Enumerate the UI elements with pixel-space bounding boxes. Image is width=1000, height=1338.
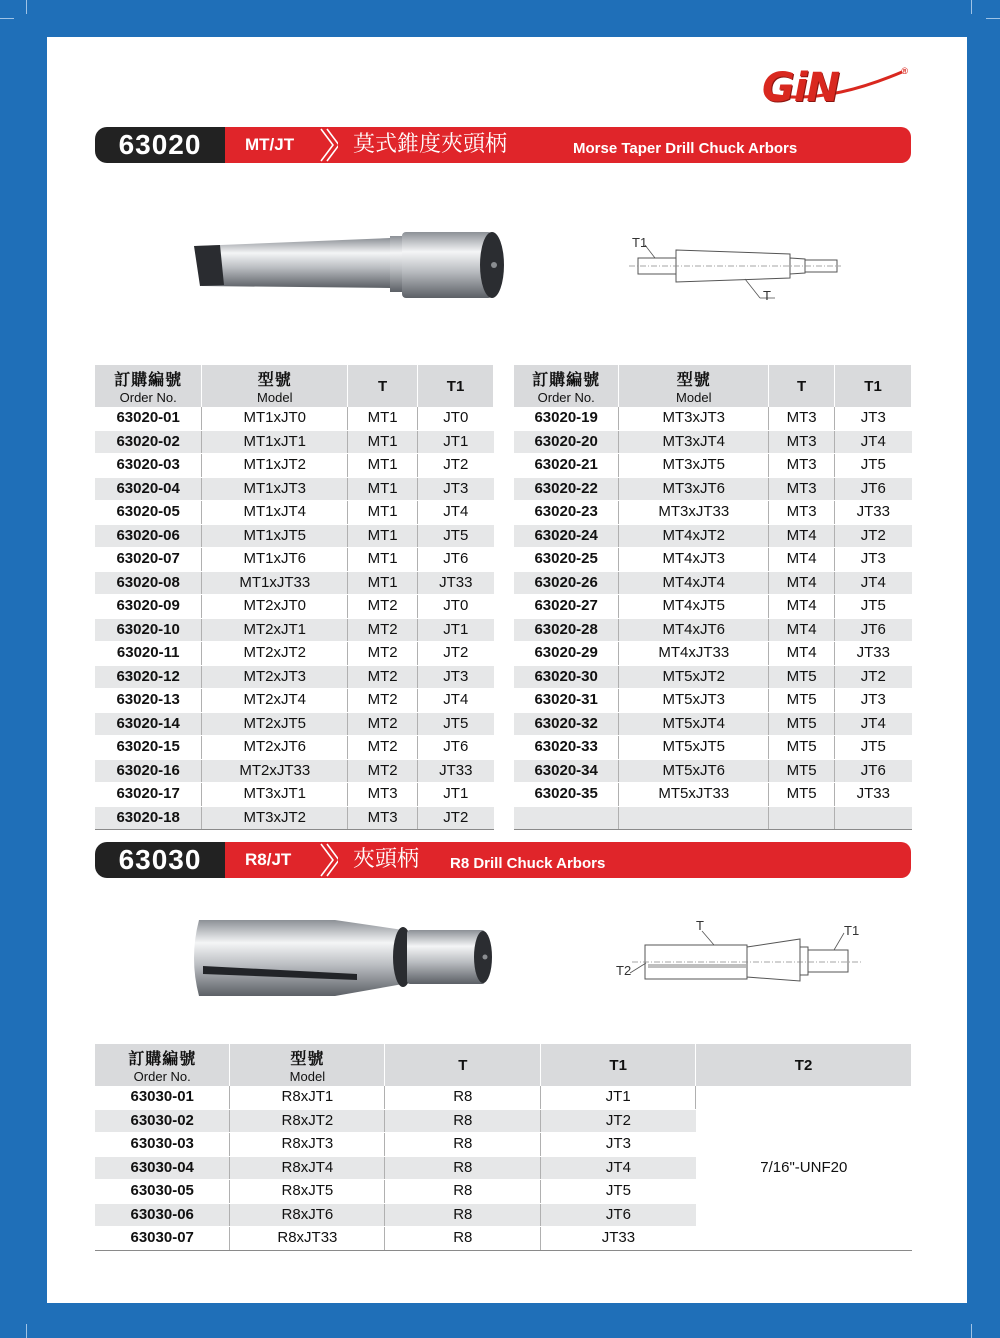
model-cell: MT2xJT6 <box>202 736 348 760</box>
banner-red-band <box>225 842 911 878</box>
table-row <box>514 689 912 713</box>
table-row <box>514 642 912 666</box>
t1-cell: JT4 <box>418 689 494 713</box>
order-no-cell: 63020-19 <box>514 407 619 430</box>
model-cell: MT5xJT6 <box>619 759 769 783</box>
t-cell: MT4 <box>769 595 835 619</box>
order-no-cell: 63020-09 <box>95 595 202 619</box>
table-row <box>514 783 912 807</box>
table-row <box>95 524 494 548</box>
header-t1: T1 <box>541 1044 696 1086</box>
model-cell: MT1xJT2 <box>202 454 348 478</box>
t-cell: MT1 <box>348 454 418 478</box>
order-no-cell: 63030-07 <box>95 1227 230 1251</box>
model-cell: MT1xJT4 <box>202 501 348 525</box>
model-cell: MT3xJT3 <box>619 407 769 430</box>
table-row <box>95 571 494 595</box>
section-type: R8/JT <box>245 850 292 869</box>
table-row <box>95 595 494 619</box>
t-cell: MT2 <box>348 642 418 666</box>
t-cell: R8 <box>385 1227 541 1251</box>
table-row <box>514 477 912 501</box>
model-cell: MT1xJT1 <box>202 430 348 454</box>
t-cell: MT3 <box>348 783 418 807</box>
t1-cell: JT5 <box>541 1180 696 1204</box>
model-cell: R8xJT4 <box>230 1156 385 1180</box>
t1-cell: JT3 <box>835 548 912 572</box>
table-row <box>514 759 912 783</box>
t2-cell: 7/16"-UNF20 <box>696 1086 912 1250</box>
section-title-zh: 夾頭柄 <box>353 847 420 872</box>
model-cell: R8xJT2 <box>230 1109 385 1133</box>
t-cell: MT5 <box>769 783 835 807</box>
model-cell: MT3xJT1 <box>202 783 348 807</box>
model-cell: MT2xJT3 <box>202 665 348 689</box>
order-no-cell: 63020-31 <box>514 689 619 713</box>
table-row <box>95 454 494 478</box>
crop-mark <box>0 18 14 19</box>
model-cell: MT5xJT2 <box>619 665 769 689</box>
t1-cell: JT6 <box>835 759 912 783</box>
order-no-cell: 63030-02 <box>95 1109 230 1133</box>
order-no-cell: 63030-06 <box>95 1203 230 1227</box>
order-no-cell: 63020-10 <box>95 618 202 642</box>
t1-cell: JT6 <box>541 1203 696 1227</box>
t-cell: MT3 <box>769 477 835 501</box>
section-title-zh: 莫式錐度夾頭柄 <box>353 132 508 157</box>
t-cell: MT5 <box>769 665 835 689</box>
t-cell: MT2 <box>348 712 418 736</box>
order-no-cell: 63020-04 <box>95 477 202 501</box>
t1-cell: JT4 <box>418 501 494 525</box>
t-cell: R8 <box>385 1086 541 1109</box>
order-no-cell: 63020-01 <box>95 407 202 430</box>
spec-table-63030 <box>95 1044 912 1251</box>
t1-cell: JT6 <box>835 477 912 501</box>
t1-cell: JT33 <box>418 759 494 783</box>
order-no-cell: 63020-05 <box>95 501 202 525</box>
morse-taper-diagram <box>625 230 845 305</box>
t-cell: MT1 <box>348 430 418 454</box>
order-no-cell: 63030-04 <box>95 1156 230 1180</box>
table-row <box>95 689 494 713</box>
model-cell: MT1xJT0 <box>202 407 348 430</box>
order-no-cell: 63020-24 <box>514 524 619 548</box>
t-cell: MT1 <box>348 501 418 525</box>
model-cell: R8xJT5 <box>230 1180 385 1204</box>
model-cell: MT3xJT6 <box>619 477 769 501</box>
t1-cell: JT1 <box>418 783 494 807</box>
crop-mark <box>971 0 972 14</box>
table-row <box>95 806 494 830</box>
order-no-cell: 63020-18 <box>95 806 202 830</box>
t1-cell: JT3 <box>418 477 494 501</box>
r8-arbor-diagram <box>612 915 872 990</box>
t-cell: MT5 <box>769 712 835 736</box>
order-no-cell: 63020-14 <box>95 712 202 736</box>
model-cell: MT4xJT6 <box>619 618 769 642</box>
model-cell: MT2xJT0 <box>202 595 348 619</box>
t1-cell: JT5 <box>418 524 494 548</box>
order-no-cell: 63020-15 <box>95 736 202 760</box>
t-cell: MT4 <box>769 524 835 548</box>
t1-cell: JT33 <box>835 501 912 525</box>
model-cell: MT2xJT2 <box>202 642 348 666</box>
model-cell: MT2xJT33 <box>202 759 348 783</box>
t1-cell: JT2 <box>835 524 912 548</box>
chevron-right-icon <box>318 127 338 163</box>
t-cell: MT3 <box>769 454 835 478</box>
t1-cell: JT3 <box>418 665 494 689</box>
table-row <box>95 501 494 525</box>
t-cell: MT1 <box>348 407 418 430</box>
t-cell: R8 <box>385 1203 541 1227</box>
logo-text: GiN <box>762 65 840 111</box>
t-cell: MT2 <box>348 665 418 689</box>
t-cell: MT5 <box>769 689 835 713</box>
model-cell: R8xJT3 <box>230 1133 385 1157</box>
r8-arbor-image <box>185 912 505 1008</box>
t1-cell: JT5 <box>835 454 912 478</box>
t1-cell: JT2 <box>835 665 912 689</box>
order-no-cell: 63020-34 <box>514 759 619 783</box>
model-cell: MT4xJT3 <box>619 548 769 572</box>
order-no-cell: 63020-28 <box>514 618 619 642</box>
section-code: 63020 <box>95 127 225 163</box>
table-row <box>95 642 494 666</box>
model-cell: MT5xJT4 <box>619 712 769 736</box>
t-cell: MT3 <box>769 430 835 454</box>
chevron-right-icon <box>318 842 338 878</box>
t1-cell <box>835 806 912 830</box>
t1-cell: JT0 <box>418 407 494 430</box>
table-row <box>95 712 494 736</box>
header-model: 型號 Model <box>202 365 348 407</box>
table-row <box>514 454 912 478</box>
brand-logo <box>762 64 912 112</box>
section-type: MT/JT <box>245 135 295 154</box>
t1-cell: JT2 <box>541 1109 696 1133</box>
crop-mark <box>26 1324 27 1338</box>
order-no-cell: 63020-26 <box>514 571 619 595</box>
order-no-cell: 63020-25 <box>514 548 619 572</box>
model-cell: MT4xJT4 <box>619 571 769 595</box>
diagram-label-t1: T1 <box>844 923 860 938</box>
diagram-label-t: T <box>763 288 771 303</box>
t-cell <box>769 806 835 830</box>
order-no-cell: 63020-29 <box>514 642 619 666</box>
model-cell: MT3xJT5 <box>619 454 769 478</box>
t-cell: R8 <box>385 1133 541 1157</box>
order-no-cell: 63020-23 <box>514 501 619 525</box>
t-cell: MT1 <box>348 571 418 595</box>
order-no-cell: 63020-32 <box>514 712 619 736</box>
t1-cell: JT3 <box>541 1133 696 1157</box>
t-cell: R8 <box>385 1156 541 1180</box>
t-cell: MT2 <box>348 595 418 619</box>
table-row <box>95 665 494 689</box>
t1-cell: JT1 <box>418 618 494 642</box>
header-model: 型號 Model <box>619 365 769 407</box>
order-no-cell <box>514 806 619 830</box>
t1-cell: JT2 <box>418 642 494 666</box>
order-no-cell: 63020-21 <box>514 454 619 478</box>
order-no-cell: 63020-13 <box>95 689 202 713</box>
table-row <box>514 665 912 689</box>
table-row <box>95 783 494 807</box>
crop-mark <box>986 18 1000 19</box>
model-cell: R8xJT33 <box>230 1227 385 1251</box>
table-row <box>514 501 912 525</box>
table-row <box>514 548 912 572</box>
table-row <box>95 477 494 501</box>
table-row <box>95 736 494 760</box>
morse-taper-arbor-image <box>190 228 510 303</box>
t-cell: MT2 <box>348 759 418 783</box>
order-no-cell: 63020-12 <box>95 665 202 689</box>
model-cell: MT3xJT33 <box>619 501 769 525</box>
crop-mark <box>971 1324 972 1338</box>
header-t2: T2 <box>696 1044 912 1086</box>
t-cell: MT3 <box>348 806 418 830</box>
table-row <box>95 407 494 430</box>
t1-cell: JT5 <box>418 712 494 736</box>
order-no-cell: 63020-11 <box>95 642 202 666</box>
model-cell: MT5xJT5 <box>619 736 769 760</box>
order-no-cell: 63020-33 <box>514 736 619 760</box>
section-banner-63020 <box>95 127 911 163</box>
table-row <box>95 548 494 572</box>
model-cell: MT5xJT33 <box>619 783 769 807</box>
t1-cell: JT33 <box>541 1227 696 1251</box>
t1-cell: JT2 <box>418 454 494 478</box>
header-t: T <box>769 365 835 407</box>
section-title-en: R8 Drill Chuck Arbors <box>450 855 606 872</box>
t1-cell: JT3 <box>835 689 912 713</box>
model-cell: MT4xJT5 <box>619 595 769 619</box>
order-no-cell: 63020-07 <box>95 548 202 572</box>
header-order-no: 訂購編號 Order No. <box>514 365 619 407</box>
order-no-cell: 63020-17 <box>95 783 202 807</box>
t-cell: R8 <box>385 1180 541 1204</box>
model-cell: MT2xJT4 <box>202 689 348 713</box>
diagram-label-t: T <box>696 918 704 933</box>
model-cell: MT4xJT2 <box>619 524 769 548</box>
t1-cell: JT33 <box>418 571 494 595</box>
t-cell: MT1 <box>348 477 418 501</box>
order-no-cell: 63030-05 <box>95 1180 230 1204</box>
model-cell: R8xJT1 <box>230 1086 385 1109</box>
model-cell: MT3xJT2 <box>202 806 348 830</box>
t-cell: MT4 <box>769 642 835 666</box>
t1-cell: JT2 <box>418 806 494 830</box>
t-cell: MT5 <box>769 759 835 783</box>
table-row <box>95 618 494 642</box>
t1-cell: JT33 <box>835 783 912 807</box>
diagram-label-t2: T2 <box>616 963 632 978</box>
t1-cell: JT4 <box>541 1156 696 1180</box>
header-order-no: 訂購編號 Order No. <box>95 365 202 407</box>
order-no-cell: 63020-08 <box>95 571 202 595</box>
table-row <box>514 524 912 548</box>
order-no-cell: 63020-16 <box>95 759 202 783</box>
table-row <box>514 407 912 430</box>
section-banner-63030 <box>95 842 911 878</box>
t1-cell: JT1 <box>541 1086 696 1109</box>
order-no-cell: 63020-22 <box>514 477 619 501</box>
registered-mark: ® <box>901 66 908 76</box>
t-cell: MT4 <box>769 618 835 642</box>
model-cell: MT3xJT4 <box>619 430 769 454</box>
header-t: T <box>348 365 418 407</box>
t-cell: MT2 <box>348 618 418 642</box>
model-cell: MT1xJT5 <box>202 524 348 548</box>
model-cell: MT1xJT6 <box>202 548 348 572</box>
order-no-cell: 63020-27 <box>514 595 619 619</box>
table-row <box>514 736 912 760</box>
header-model: 型號 Model <box>230 1044 385 1086</box>
table-row <box>514 595 912 619</box>
model-cell: MT2xJT5 <box>202 712 348 736</box>
model-cell <box>619 806 769 830</box>
order-no-cell: 63020-30 <box>514 665 619 689</box>
t1-cell: JT4 <box>835 430 912 454</box>
order-no-cell: 63020-03 <box>95 454 202 478</box>
model-cell: MT1xJT3 <box>202 477 348 501</box>
order-no-cell: 63020-20 <box>514 430 619 454</box>
table-row <box>95 759 494 783</box>
crop-mark <box>26 0 27 14</box>
t-cell: MT3 <box>769 407 835 430</box>
order-no-cell: 63030-03 <box>95 1133 230 1157</box>
order-no-cell: 63030-01 <box>95 1086 230 1109</box>
t1-cell: JT6 <box>418 736 494 760</box>
model-cell: MT5xJT3 <box>619 689 769 713</box>
header-t1: T1 <box>835 365 912 407</box>
model-cell: MT4xJT33 <box>619 642 769 666</box>
order-no-cell: 63020-02 <box>95 430 202 454</box>
header-order-no: 訂購編號 Order No. <box>95 1044 230 1086</box>
t1-cell: JT5 <box>835 595 912 619</box>
table-row <box>514 618 912 642</box>
t-cell: MT2 <box>348 736 418 760</box>
banner-red-band <box>225 127 911 163</box>
header-t1: T1 <box>418 365 494 407</box>
t-cell: MT2 <box>348 689 418 713</box>
t1-cell: JT4 <box>835 712 912 736</box>
t1-cell: JT4 <box>835 571 912 595</box>
t-cell: MT3 <box>769 501 835 525</box>
order-no-cell: 63020-35 <box>514 783 619 807</box>
t1-cell: JT6 <box>418 548 494 572</box>
t1-cell: JT1 <box>418 430 494 454</box>
model-cell: MT2xJT1 <box>202 618 348 642</box>
t1-cell: JT33 <box>835 642 912 666</box>
model-cell: MT1xJT33 <box>202 571 348 595</box>
spec-table-63020-right <box>514 365 912 830</box>
t-cell: MT5 <box>769 736 835 760</box>
t-cell: MT1 <box>348 524 418 548</box>
t1-cell: JT0 <box>418 595 494 619</box>
table-row <box>514 712 912 736</box>
table-row <box>95 1086 912 1109</box>
header-t: T <box>385 1044 541 1086</box>
order-no-cell: 63020-06 <box>95 524 202 548</box>
model-cell: R8xJT6 <box>230 1203 385 1227</box>
t1-cell: JT3 <box>835 407 912 430</box>
t1-cell: JT6 <box>835 618 912 642</box>
section-code: 63030 <box>95 842 225 878</box>
table-row <box>514 430 912 454</box>
t-cell: MT4 <box>769 548 835 572</box>
table-row <box>95 430 494 454</box>
t-cell: MT1 <box>348 548 418 572</box>
diagram-label-t1: T1 <box>632 235 648 250</box>
spec-table-63020-left <box>95 365 494 830</box>
table-row <box>514 806 912 830</box>
t-cell: MT4 <box>769 571 835 595</box>
section-title-en: Morse Taper Drill Chuck Arbors <box>573 140 798 157</box>
table-row <box>514 571 912 595</box>
t1-cell: JT5 <box>835 736 912 760</box>
t-cell: R8 <box>385 1109 541 1133</box>
